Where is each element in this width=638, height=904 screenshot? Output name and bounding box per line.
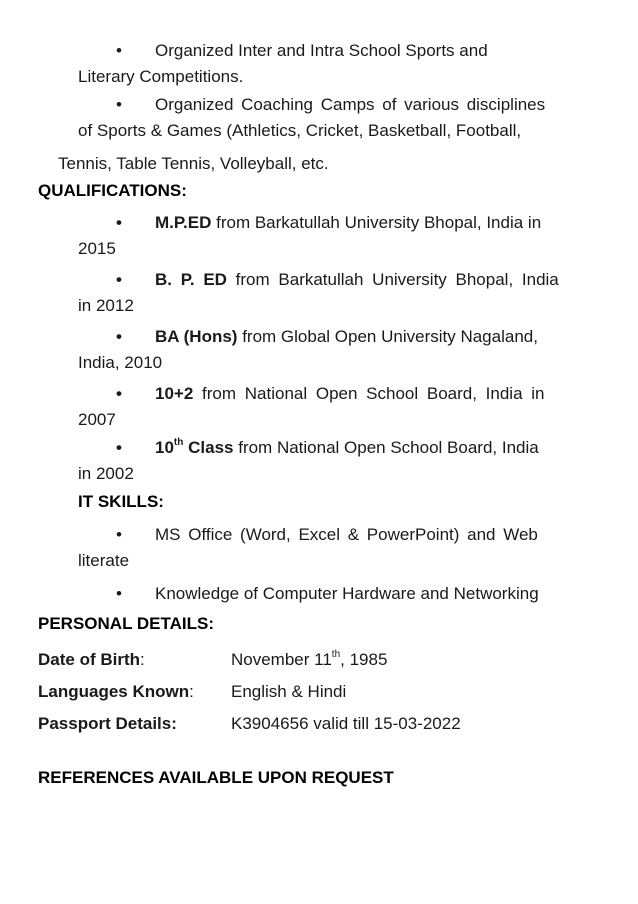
bullet: • xyxy=(116,384,122,403)
qualification-item: M.P.ED from Barkatullah University Bhopal, India in xyxy=(155,213,542,232)
passport-label: Passport Details: xyxy=(38,714,177,733)
qualification-cont: 2015 xyxy=(78,239,116,258)
languages-label: Languages Known: xyxy=(38,682,194,701)
bullet: • xyxy=(116,95,122,114)
passport-value: K3904656 valid till 15-03-2022 xyxy=(231,714,461,733)
qualifications-heading: QUALIFICATIONS: xyxy=(38,181,187,200)
qualification-cont: in 2002 xyxy=(78,464,134,483)
activity-line-cont: of Sports & Games (Athletics, Cricket, Basketball, Football, xyxy=(78,121,522,140)
bullet: • xyxy=(116,327,122,346)
bullet: • xyxy=(116,438,122,457)
qualification-item: B. P. ED from Barkatullah University Bhopal, India xyxy=(155,270,559,289)
activity-line-cont: Tennis, Table Tennis, Volleyball, etc. xyxy=(58,154,329,173)
activity-line-cont: Literary Competitions. xyxy=(78,67,244,86)
qualification-cont: 2007 xyxy=(78,410,116,429)
personal-heading: PERSONAL DETAILS: xyxy=(38,614,214,633)
qualification-cont: in 2012 xyxy=(78,296,134,315)
skill-item: Knowledge of Computer Hardware and Networking xyxy=(155,584,539,603)
activity-line: Organized Coaching Camps of various disciplines xyxy=(155,95,546,114)
bullet: • xyxy=(116,525,122,544)
qualification-item: 10th Class from National Open School Board, India xyxy=(155,437,539,457)
references-note: REFERENCES AVAILABLE UPON REQUEST xyxy=(38,768,394,787)
bullet: • xyxy=(116,584,122,603)
it-skills-heading: IT SKILLS: xyxy=(78,492,164,511)
skill-item: MS Office (Word, Excel & PowerPoint) and Web xyxy=(155,525,538,544)
dob-value: November 11th, 1985 xyxy=(231,649,388,669)
activity-line: Organized Inter and Intra School Sports and xyxy=(155,41,488,60)
qualification-item: 10+2 from National Open School Board, India in xyxy=(155,384,545,403)
languages-value: English & Hindi xyxy=(231,682,347,701)
bullet: • xyxy=(116,270,122,289)
bullet: • xyxy=(116,213,122,232)
dob-label: Date of Birth: xyxy=(38,650,145,669)
qualification-cont: India, 2010 xyxy=(78,353,163,372)
skill-cont: literate xyxy=(78,551,130,570)
qualification-item: BA (Hons) from Global Open University Nagaland, xyxy=(155,327,538,346)
bullet: • xyxy=(116,41,122,60)
